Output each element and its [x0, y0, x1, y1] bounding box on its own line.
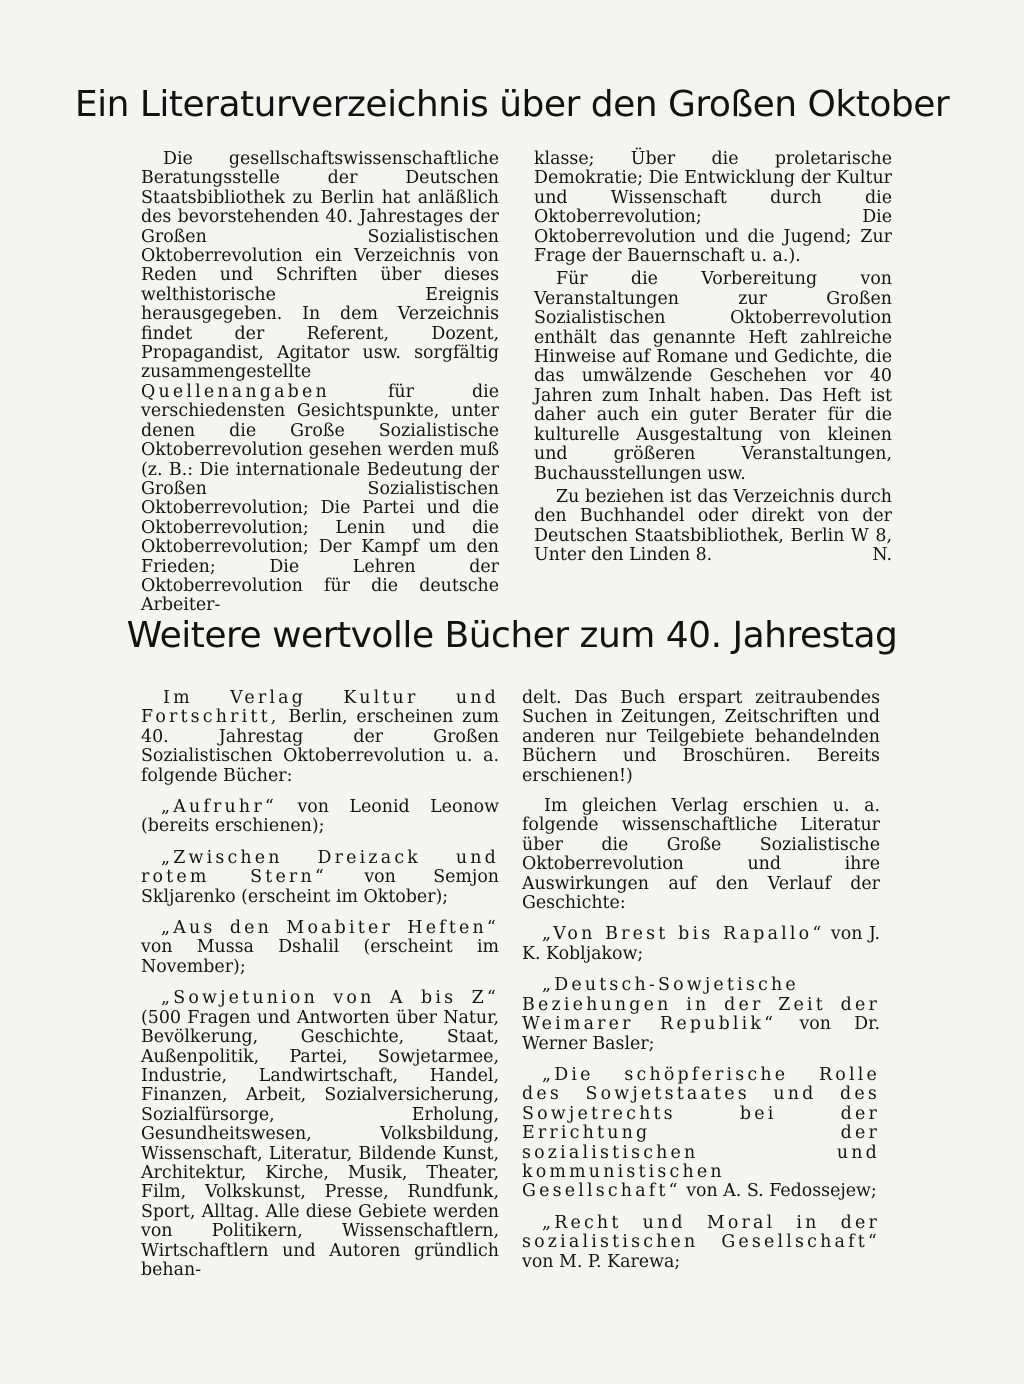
book-details: von Mussa Dshalil (erscheint im November); [141, 937, 499, 977]
article-1-column-left [141, 150, 499, 616]
article-1-text: Die gesellschaftswissenschaftliche Beratungsstelle der Deutschen Staatsbibliothek zu Berlin hat anläßlich des bevorstehenden 40. Jahrestages der Großen Sozialistischen Oktoberrevolution ein Verzeichnis von Reden und Schriften über dieses welthistorische Ereignis herausgegeben. In dem Verzeichnis findet der Referent, Dozent, Propagandist, Agitator usw. sorgfältig zusammengestellte [141, 149, 499, 383]
article-1-text-cont: für die verschiedensten Gesichtspunkte, unter denen die Große Sozialistische Oktoberrevolution gesehen werden muß (z. B.: Die internationale Bedeutung der Großen Sozialistischen Oktoberrevolution; Die Partei und die Oktoberrevolution; Lenin und die Oktoberrevolution; Der Kampf um den Frieden; Die Lehren der Oktoberrevolution für die deutsche Arbeiter- [141, 381, 500, 616]
article-2-column-left [141, 689, 499, 1280]
article-2-paragraph: delt. Das Buch erspart zeitraubendes Suchen in Zeitungen, Zeitschriften und anderen nur Teilgebiete behandelnden Büchern und Broschüren. Bereits erschienen!) [522, 688, 880, 786]
book-entry [141, 798, 499, 837]
book-entry [141, 919, 499, 977]
book-title: „Aufruhr“ [161, 797, 277, 818]
article-1-paragraph: Für die Vorbereitung von Veranstaltungen zur Großen Sozialistischen Oktoberrevolution enthält das genannte Heft zahlreiche Hinweise auf Romane und Gedichte, die das umwälzende Geschehen vor 40 Jahren zum Inhalt haben. Das Heft ist daher auch ein guter Berater für die kulturelle Ausgestaltung von kleinen und größeren Veranstaltungen, Buchausstellungen usw. [534, 269, 892, 484]
book-details: von Semjon Skljarenko (erscheint im Oktober); [141, 867, 499, 907]
book-entry [522, 976, 880, 1054]
book-entry [522, 1214, 880, 1272]
book-details: von A. S. Fedossejew; [686, 1181, 877, 1202]
book-details: von Leonid Leonow (bereits erschienen); [141, 797, 499, 837]
book-title: „Die schöpferische Rolle des Sowjetstaates und des Sowjetrechts bei der Errichtung der sozialistischen und kommunistischen Gesellschaft“ [522, 1064, 880, 1202]
book-entry [141, 849, 499, 907]
article-1-spaced-term: Quellenangaben [141, 381, 330, 402]
article-2-column-right [522, 689, 880, 1272]
author-signature: N. [872, 545, 892, 566]
book-title: „Deutsch-Sowjetische Beziehungen in der Zeit der Weimarer Republik“ [522, 975, 880, 1035]
book-title: „Zwischen Dreizack und rotem Stern“ [141, 847, 499, 888]
book-details: von M. P. Karewa; [522, 1251, 681, 1272]
publisher-name: Im Verlag Kultur und Fortschritt, [141, 688, 499, 728]
book-title: „Aus den Moabiter Heften“ [161, 918, 499, 939]
article-1-column-right [534, 150, 892, 566]
article-2-text: Berlin, erscheinen zum 40. Jahrestag der Großen Sozialistischen Oktoberrevolution u. a. folgende Bücher: [141, 707, 499, 786]
article-1-paragraph [534, 488, 892, 566]
article-1-text: Zu beziehen ist das Verzeichnis durch den Buchhandel oder direkt von der Deutschen Staatsbibliothek, Berlin W 8, Unter den Linden 8. [534, 486, 892, 566]
article-1-paragraph [141, 150, 499, 616]
book-title: „Sowjetunion von A bis Z“ [161, 988, 499, 1009]
article-2-intro [141, 689, 499, 786]
book-title: „Von Brest bis Rapallo“ [542, 924, 825, 945]
book-entry [522, 925, 880, 964]
article-1-title: Ein Literaturverzeichnis über den Großen Oktober [74, 84, 950, 125]
article-1-paragraph: klasse; Über die proletarische Demokratie; Die Entwicklung der Kultur und Wissenschaft durch die Oktoberrevolution; Die Oktoberrevolution und die Jugend; Zur Frage der Bauernschaft u. a.). [534, 149, 892, 267]
book-title: „Recht und Moral in der sozialistischen Gesellschaft“ [522, 1212, 880, 1253]
book-entry [141, 989, 499, 1280]
article-2-title: Weitere wertvolle Bücher zum 40. Jahrestag [126, 615, 898, 656]
book-details: von J. K. Kobljakow; [522, 924, 881, 964]
article-2-paragraph: Im gleichen Verlag erschien u. a. folgende wissenschaftliche Literatur über die Große Sozialistische Oktoberrevolution und ihre Auswirkungen auf den Verlauf der Geschichte: [522, 796, 880, 914]
book-entry [522, 1066, 880, 1202]
book-details: (500 Fragen und Antworten über Natur, Bevölkerung, Geschichte, Staat, Außenpolitik, Partei, Sowjetarmee, Industrie, Landwirtschaft, Handel, Finanzen, Arbeit, Sozialversicherung, Sozialfürsorge, Erholung, Gesundheitswesen, Volksbildung, Wissenschaft, Literatur, Bildende Kunst, Architektur, Kirche, Musik, Theater, Film, Volkskunst, Presse, Rundfunk, Sport, Alltag. Alle diese Gebiete werden von Politikern, Wissenschaftlern, Wirtschaftlern und Autoren gründlich behan- [141, 1007, 499, 1280]
book-details: von Dr. Werner Basler; [522, 1014, 880, 1054]
